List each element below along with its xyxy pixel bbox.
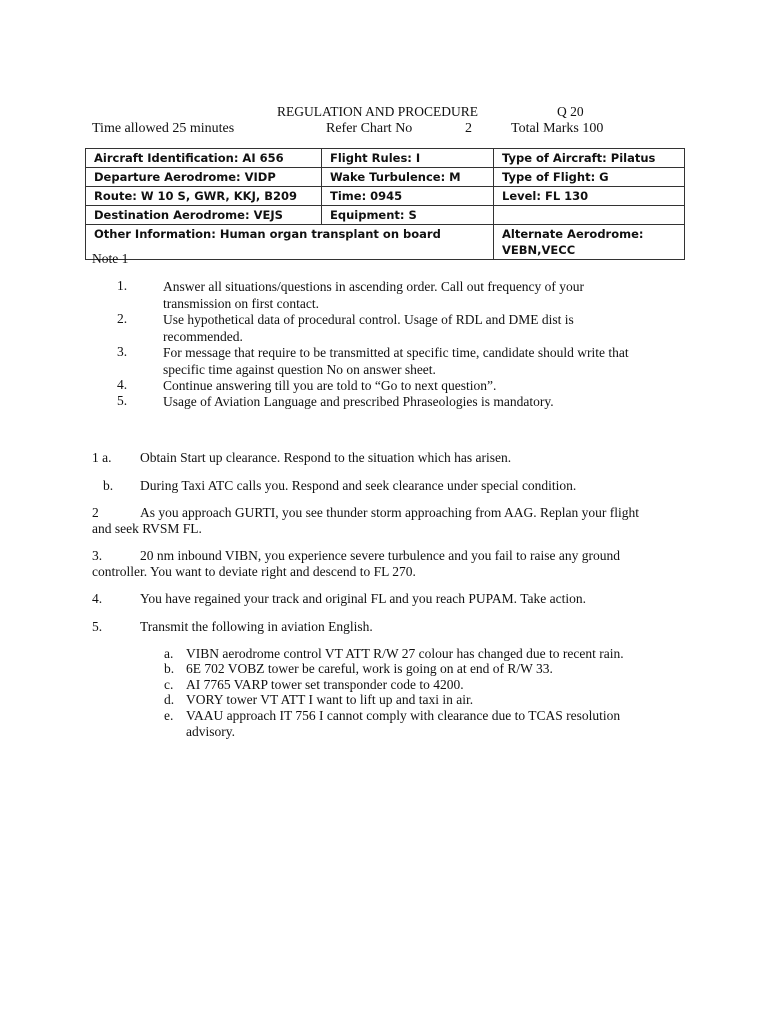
table-cell: Alternate Aerodrome: VEBN,VECC — [494, 225, 685, 260]
note-heading: Note 1 — [92, 251, 129, 266]
question-text-continued: controller. You want to deviate right and descend to FL 270. — [92, 564, 416, 579]
note-item-number: 1. — [117, 278, 128, 293]
question-text: Transmit the following in aviation English. — [140, 619, 373, 634]
question-text: You have regained your track and original FL and you reach PUPAM. Take action. — [140, 591, 586, 606]
table-cell — [494, 206, 685, 225]
question-text: During Taxi ATC calls you. Respond and seek clearance under special condition. — [140, 478, 577, 493]
time-allowed: Time allowed 25 minutes — [92, 121, 235, 136]
table-cell: Equipment: S — [322, 206, 494, 225]
table-cell: Route: W 10 S, GWR, KKJ, B209 — [86, 187, 322, 206]
note-item-number: 2. — [117, 311, 128, 326]
table-cell: Level: FL 130 — [494, 187, 685, 206]
note-item-number: 5. — [117, 393, 128, 408]
sub-item-letter: e. — [164, 708, 174, 723]
question-number: b. — [103, 478, 114, 493]
note-item-number: 3. — [117, 344, 128, 359]
question-number: 5. — [92, 619, 103, 634]
note-item-number: 4. — [117, 377, 128, 392]
table-row — [86, 187, 685, 206]
document-title: REGULATION AND PROCEDURE — [277, 104, 479, 119]
table-cell: Aircraft Identification: AI 656 — [86, 149, 322, 168]
table-cell: Type of Aircraft: Pilatus — [494, 149, 685, 168]
table-row — [86, 149, 685, 168]
question-number: 2 — [92, 505, 99, 520]
sub-item-letter: c. — [164, 677, 174, 692]
table-cell: Wake Turbulence: M — [322, 168, 494, 187]
total-marks: Total Marks 100 — [511, 121, 604, 136]
question-text-continued: and seek RVSM FL. — [92, 521, 202, 536]
sub-item-text: AI 7765 VARP tower set transponder code to 4200. — [186, 677, 464, 692]
table-cell: Time: 0945 — [322, 187, 494, 206]
table-cell: Destination Aerodrome: VEJS — [86, 206, 322, 225]
flight-plan-table — [85, 148, 685, 260]
note-item-text: Usage of Aviation Language and prescribed Phraseologies is mandatory. — [163, 394, 554, 409]
question-text: As you approach GURTI, you see thunder storm approaching from AAG. Replan your flight — [140, 505, 639, 520]
sub-item-text: VAAU approach IT 756 I cannot comply with clearance due to TCAS resolution advisory. — [186, 708, 621, 739]
table-row — [86, 225, 685, 260]
question-text: Obtain Start up clearance. Respond to the situation which has arisen. — [140, 450, 512, 465]
sub-item-text: VIBN aerodrome control VT ATT R/W 27 colour has changed due to recent rain. — [186, 646, 624, 661]
table-cell: Other Information: Human organ transplant on board — [86, 225, 494, 260]
table-cell: Departure Aerodrome: VIDP — [86, 168, 322, 187]
table-cell: Type of Flight: G — [494, 168, 685, 187]
table-cell: Flight Rules: I — [322, 149, 494, 168]
table-row — [86, 206, 685, 225]
note-item-text: Answer all situations/questions in ascending order. Call out frequency of your transmission on first contact. — [163, 279, 585, 311]
table-row — [86, 168, 685, 187]
question-number: 3. — [92, 548, 103, 563]
sub-item-letter: d. — [164, 692, 175, 707]
note-item-text: For message that require to be transmitted at specific time, candidate should write that specific time against question No on answer sheet. — [163, 345, 629, 377]
sub-item-letter: a. — [164, 646, 174, 661]
question-number: Q 20 — [557, 104, 584, 119]
note-item-text: Use hypothetical data of procedural control. Usage of RDL and DME dist is recommended. — [163, 312, 574, 344]
note-item-text: Continue answering till you are told to “Go to next question”. — [163, 378, 497, 393]
refer-chart-label: Refer Chart No — [326, 121, 413, 136]
question-number: 4. — [92, 591, 103, 606]
chart-number: 2 — [465, 121, 472, 136]
sub-item-text: 6E 702 VOBZ tower be careful, work is going on at end of R/W 33. — [186, 661, 553, 676]
question-number: 1 a. — [92, 450, 112, 465]
sub-item-letter: b. — [164, 661, 175, 676]
question-text: 20 nm inbound VIBN, you experience severe turbulence and you fail to raise any ground — [140, 548, 620, 563]
sub-item-text: VORY tower VT ATT I want to lift up and taxi in air. — [186, 692, 474, 707]
